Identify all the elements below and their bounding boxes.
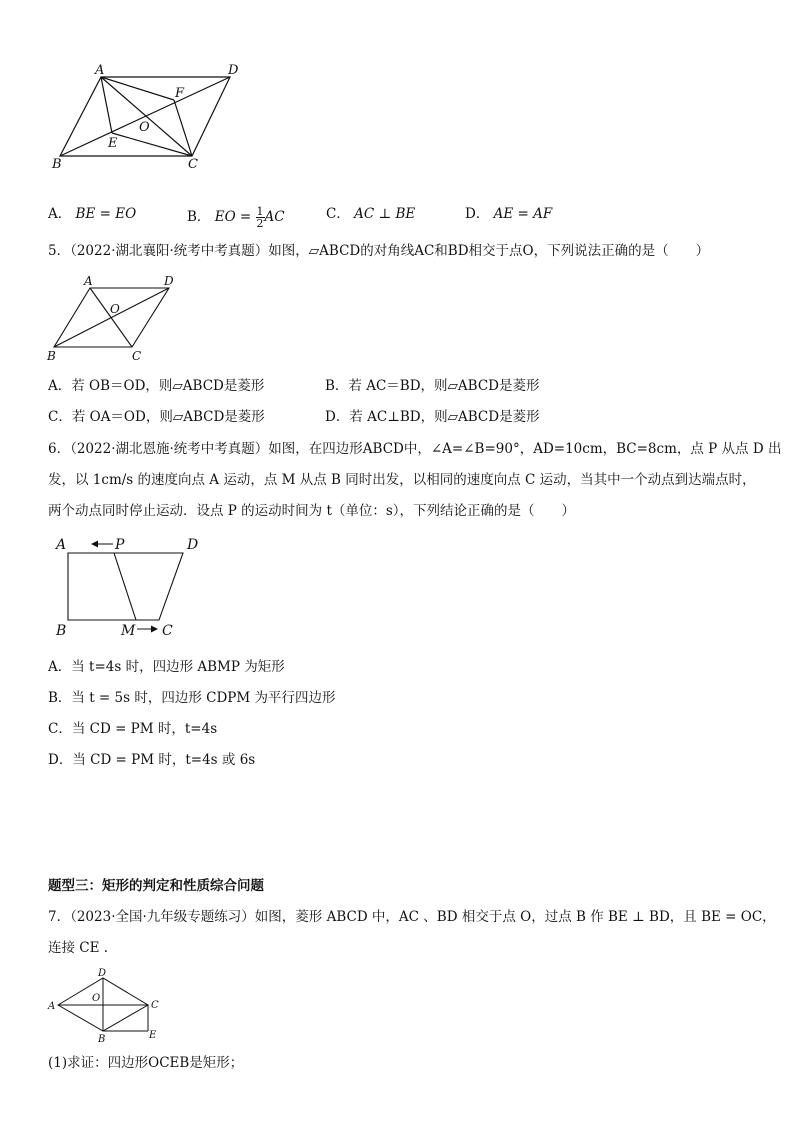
q5-label-b: B xyxy=(47,349,56,363)
q7-stem-line-1: 7．（2023·全国·九年级专题练习）如图，菱形 ABCD 中，AC 、BD 相交于点 O，过点 B 作 BE ⊥ BD，且 BE = OC， xyxy=(48,909,776,925)
q4-diagonal-bd xyxy=(60,77,230,156)
q6-option-c: C．当 CD = PM 时，t=4s xyxy=(48,721,218,737)
q5-label-c: C xyxy=(132,349,142,363)
q6-label-b: B xyxy=(56,623,67,639)
q5-stem: 5．（2022·湖北襄阳·统考中考真题）如图，▱ABCD的对角线AC和BD相交于点O，下列说法正确的是（ ） xyxy=(48,243,710,259)
q7-label-d: D xyxy=(98,968,107,979)
q6-label-a: A xyxy=(56,537,67,553)
q7-label-e: E xyxy=(149,1030,157,1041)
section-3-title: 题型三：矩形的判定和性质综合问题 xyxy=(48,878,264,894)
q4-label-d: D xyxy=(228,63,239,78)
q5-option-d: D．若 AC⊥BD，则▱ABCD是菱形 xyxy=(325,409,540,425)
q7-stem-line-2: 连接 CE . xyxy=(48,940,109,956)
q4-segment-af xyxy=(101,77,174,100)
q6-label-p: P xyxy=(115,537,125,553)
q4-label-o: O xyxy=(139,120,150,135)
q4-label-c: C xyxy=(188,157,198,172)
q4-label-a: A xyxy=(95,63,105,78)
q4-option-c: C． AC ⊥ BE xyxy=(326,206,416,222)
q7-label-o: O xyxy=(92,993,101,1004)
q7-label-c: C xyxy=(151,1000,159,1011)
q4-label-b: B xyxy=(52,157,62,172)
q4-label-f: F xyxy=(175,86,185,101)
q6-option-a: A．当 t=4s 时，四边形 ABMP 为矩形 xyxy=(48,659,285,675)
q6-option-d: D．当 CD = PM 时，t=4s 或 6s xyxy=(48,752,256,768)
q4-label-e: E xyxy=(108,136,118,151)
q5-option-a: A．若 OB＝OD，则▱ABCD是菱形 xyxy=(48,378,265,394)
q5-option-b: B．若 AC＝BD，则▱ABCD是菱形 xyxy=(325,378,540,394)
q5-label-d: D xyxy=(164,274,174,288)
q7-label-a: A xyxy=(48,1001,56,1012)
q6-label-m: M xyxy=(121,623,136,639)
q4-option-d: D． AE = AF xyxy=(465,206,553,222)
q4-option-a: A． BE = EO xyxy=(48,206,137,222)
q7-label-b: B xyxy=(98,1034,106,1045)
q5-label-a: A xyxy=(84,274,93,288)
q6-stem-line-1: 6．（2022·湖北恩施·统考中考真题）如图，在四边形ABCD中，∠A=∠B=90°，AD=10cm，BC=8cm，点 P 从点 D 出 xyxy=(48,441,782,457)
q4-segment-ec xyxy=(112,133,192,156)
q6-stem-line-2: 发，以 1cm/s 的速度向点 A 运动，点 M 从点 B 同时出发，以相同的速度向点 C 运动，当其中一个动点到达端点时， xyxy=(48,472,756,488)
q7-part-1: (1)求证：四边形OCEB是矩形； xyxy=(48,1055,244,1071)
q6-stem-line-3: 两个动点同时停止运动．设点 P 的运动时间为 t（单位：s），下列结论正确的是（ ） xyxy=(48,503,576,519)
q6-label-d: D xyxy=(187,537,199,553)
q5-option-c: C．若 OA＝OD，则▱ABCD是菱形 xyxy=(48,409,265,425)
q6-label-c: C xyxy=(162,623,173,639)
q6-option-b: B．当 t = 5s 时，四边形 CDPM 为平行四边形 xyxy=(48,690,336,706)
q4-option-b: B． EO = $\frac{1}{2}$ AC xyxy=(187,205,285,230)
q5-label-o: O xyxy=(110,302,120,316)
